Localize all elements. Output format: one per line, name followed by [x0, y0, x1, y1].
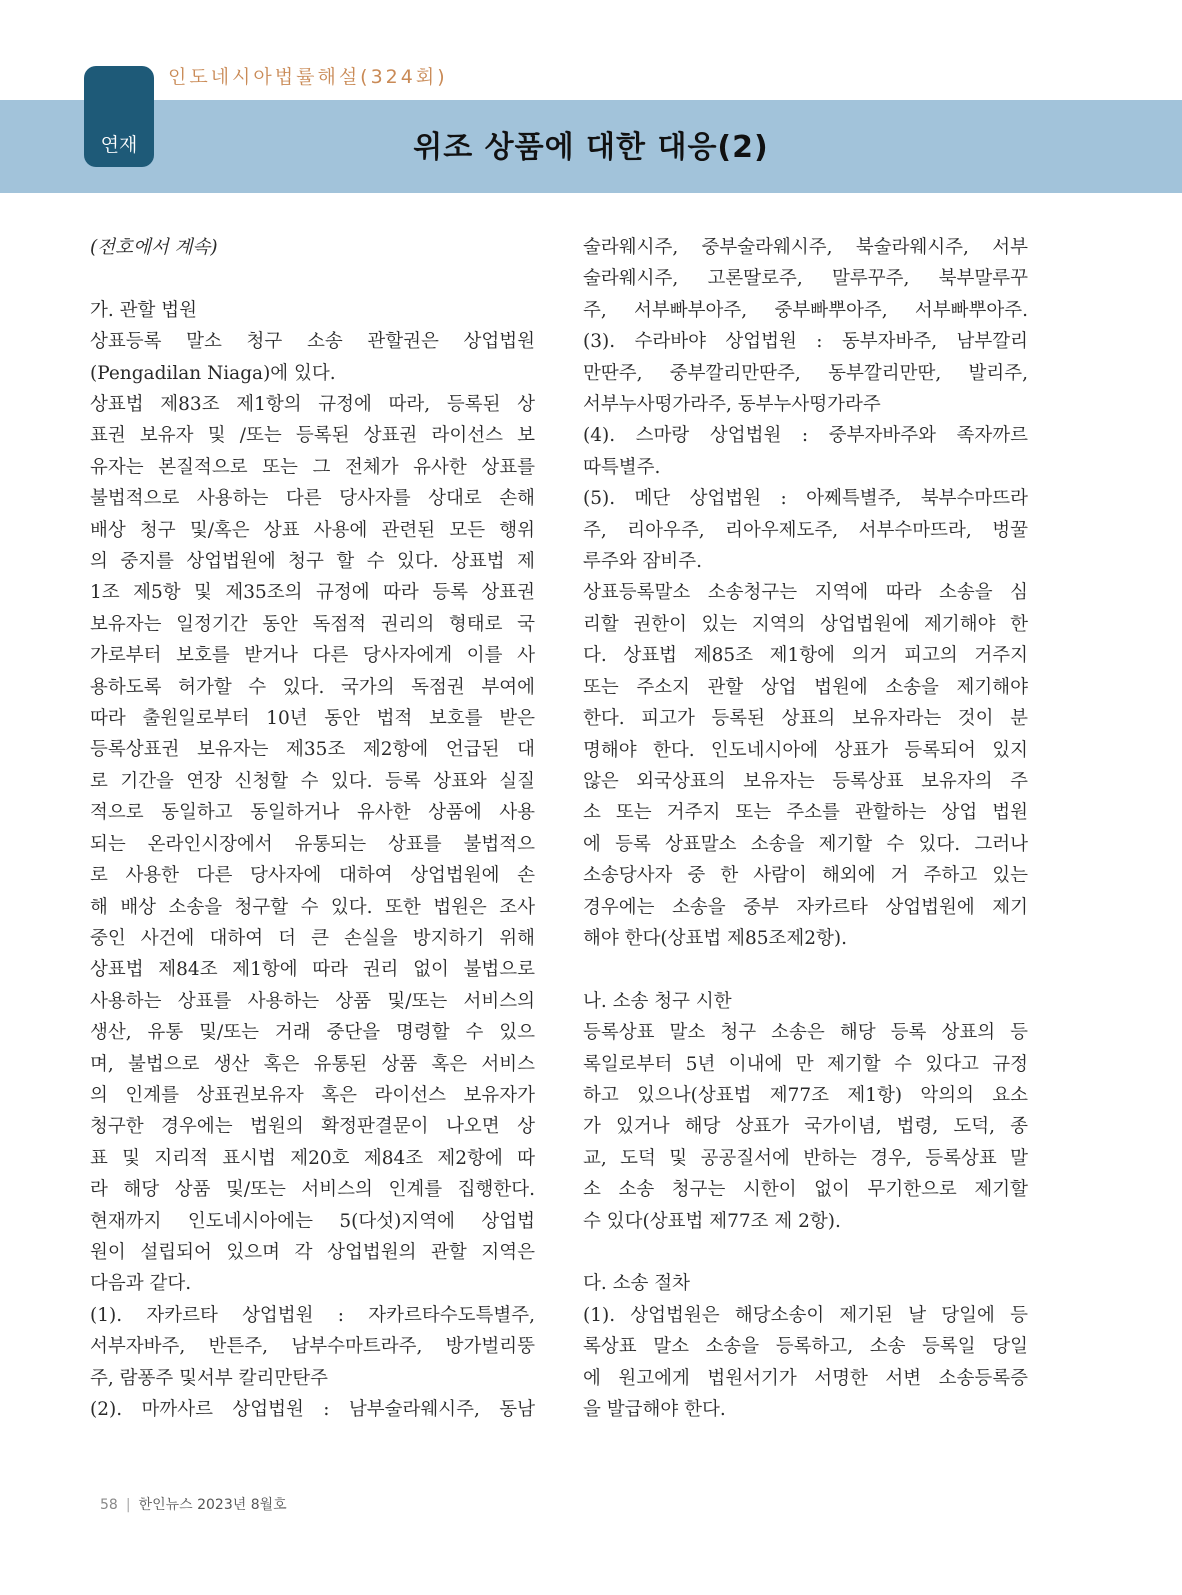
text-line: 소 또는 거주지 또는 주소를 관할하는 상업 법원 [583, 802, 1028, 824]
text-line: 청구한 경우에는 법원의 확정판결문이 나오면 상 [90, 1116, 535, 1138]
text-line: 가 있거나 해당 상표가 국가이념, 법령, 도덕, 종 [583, 1116, 1028, 1138]
text-line: 불법적으로 사용하는 다른 당사자를 상대로 손해 [90, 488, 535, 510]
text-line: 등록상표권 보유자는 제35조 제2항에 언급된 대 [90, 739, 535, 761]
text-line: 에 등록 상표말소 소송을 제기할 수 있다. 그러나 [583, 833, 1028, 855]
article-title: 위조 상품에 대한 대응(2) [413, 130, 769, 165]
text-line: 용하도록 허가할 수 있다. 국가의 독점권 부여에 [90, 676, 535, 698]
page-footer [100, 1494, 287, 1514]
series-tab-label: 연재 [100, 134, 138, 156]
series-title: 인도네시아법률해설(324회) [168, 66, 448, 88]
text-line: 술라웨시주, 중부술라웨시주, 북술라웨시주, 서부 [583, 237, 1028, 258]
text-line: 을 발급해야 한다. [583, 1399, 726, 1420]
text-line: (1). 자카르타 상업법원 : 자카르타수도특별주, [90, 1304, 535, 1326]
text-line: 명해야 한다. 인도네시아에 상표가 등록되어 있지 [583, 739, 1028, 761]
text-line: 주, 람퐁주 및서부 칼리만탄주 [90, 1367, 328, 1389]
text-line: 상표법 제83조 제1항의 규정에 따라, 등록된 상 [90, 394, 535, 416]
text-line: 서부자바주, 반튼주, 남부수마트라주, 방가벌리뚱 [90, 1336, 535, 1358]
text-line: 상표등록말소 소송청구는 지역에 따라 소송을 심 [583, 582, 1028, 604]
text-line: 적으로 동일하고 동일하거나 유사한 상품에 사용 [90, 802, 535, 824]
text-line: 수 있다(상표법 제77조 제 2항). [583, 1210, 841, 1232]
text-line: 보유자는 일정기간 동안 독점적 권리의 형태로 국 [90, 613, 535, 635]
text-line: 사용하는 상표를 사용하는 상품 및/또는 서비스의 [90, 990, 535, 1012]
text-line: 표권 보유자 및 /또는 등록된 상표권 라이선스 보 [90, 425, 535, 447]
text-line: 않은 외국상표의 보유자는 등록상표 보유자의 주 [583, 770, 1028, 792]
text-line: (1). 상업법원은 해당소송이 제기된 날 당일에 등 [583, 1304, 1028, 1326]
text-line: 에 원고에게 법원서기가 서명한 서변 소송등록증 [583, 1367, 1028, 1389]
text-line: 하고 있으나(상표법 제77조 제1항) 악의의 요소 [583, 1084, 1028, 1106]
text-line: 의 인계를 상표권보유자 혹은 라이선스 보유자가 [90, 1084, 535, 1106]
text-line: 해야 한다(상표법 제85조제2항). [583, 927, 847, 949]
footer-separator: | [125, 1497, 131, 1513]
text-line: 상표등록 말소 청구 소송 관할권은 상업법원 [90, 331, 535, 353]
text-line: 되는 온라인시장에서 유통되는 상표를 불법적으 [90, 833, 535, 855]
text-line: (3). 수라바야 상업법원 : 동부자바주, 남부깔리 [583, 331, 1028, 353]
text-line: 리할 권한이 있는 지역의 상업법원에 제기해야 한 [583, 613, 1028, 635]
continued-note: (전호에서 계속) [90, 237, 218, 258]
text-line: 해 배상 소송을 청구할 수 있다. 또한 법원은 조사 [90, 896, 535, 918]
section-heading: 나. 소송 청구 시한 [583, 990, 732, 1012]
text-line: 만딴주, 중부깔리만딴주, 동부깔리만딴, 발리주, [583, 362, 1028, 384]
section-heading: 가. 관할 법원 [90, 299, 197, 321]
text-line: 소송당사자 중 한 사람이 해외에 거 주하고 있는 [583, 865, 1028, 887]
text-line: 등록상표 말소 청구 소송은 해당 등록 상표의 등 [583, 1022, 1028, 1044]
text-line: 다음과 같다. [90, 1273, 192, 1295]
text-line: 가로부터 보호를 받거나 다른 당사자에게 이를 사 [90, 645, 535, 667]
text-line: 1조 제5항 및 제35조의 규정에 따라 등록 상표권 [90, 582, 535, 604]
text-line: 원이 설립되어 있으며 각 상업법원의 관할 지역은 [90, 1241, 535, 1263]
text-line: 따라 출원일로부터 10년 동안 법적 보호를 받은 [90, 708, 535, 730]
page-number: 58 [100, 1497, 118, 1513]
text-line: 교, 도덕 및 공공질서에 반하는 경우, 등록상표 말 [583, 1147, 1028, 1169]
text-line: 루주와 잠비주. [583, 551, 702, 573]
text-line: 서부누사떵가라주, 동부누사떵가라주 [583, 394, 881, 416]
text-line: (Pengadilan Niaga)에 있다. [90, 362, 336, 384]
text-line: 주, 리아우주, 리아우제도주, 서부수마뜨라, 벙꿀 [583, 519, 1028, 541]
text-line: 다. 상표법 제85조 제1항에 의거 피고의 거주지 [583, 645, 1028, 667]
text-line: 소 소송 청구는 시한이 없이 무기한으로 제기할 [583, 1179, 1028, 1201]
publication-name: 한인뉴스 2023년 8월호 [138, 1497, 287, 1513]
text-line: 의 중지를 상업법원에 청구 할 수 있다. 상표법 제 [90, 551, 535, 573]
text-line: 표 및 지리적 표시법 제20호 제84조 제2항에 따 [90, 1147, 535, 1169]
left-column [90, 232, 535, 1425]
text-line: 따특별주. [583, 456, 661, 478]
text-line: 라 해당 상품 및/또는 서비스의 인계를 집행한다. [90, 1179, 535, 1201]
text-line: 술라웨시주, 고론딸로주, 말루꾸주, 북부말루꾸 [583, 268, 1028, 290]
text-line: 상표법 제84조 제1항에 따라 권리 없이 불법으로 [90, 959, 535, 981]
text-line: 록상표 말소 소송을 등록하고, 소송 등록일 당일 [583, 1336, 1028, 1358]
text-line: 록일로부터 5년 이내에 만 제기할 수 있다고 규정 [583, 1053, 1028, 1075]
text-line: 중인 사건에 대하여 더 큰 손실을 방지하기 위해 [90, 927, 535, 949]
text-line: 주, 서부빠부아주, 중부빠뿌아주, 서부빠뿌아주. [583, 299, 1028, 321]
text-line: 로 사용한 다른 당사자에 대하여 상업법원에 손 [90, 865, 535, 887]
text-line: 한다. 피고가 등록된 상표의 보유자라는 것이 분 [583, 708, 1028, 730]
text-line: 며, 불법으로 생산 혹은 유통된 상품 혹은 서비스 [90, 1053, 535, 1075]
section-heading: 다. 소송 절차 [583, 1273, 690, 1295]
text-line: 현재까지 인도네시아에는 5(다섯)지역에 상업법 [90, 1210, 535, 1232]
text-line: (4). 스마랑 상업법원 : 중부자바주와 족자까르 [583, 425, 1028, 447]
text-line: 유자는 본질적으로 또는 그 전체가 유사한 상표를 [90, 456, 535, 478]
text-line: (5). 메단 상업법원 : 아쩨특별주, 북부수마뜨라 [583, 488, 1028, 510]
text-line: 또는 주소지 관할 상업 법원에 소송을 제기해야 [583, 676, 1028, 698]
text-line: 배상 청구 및/혹은 상표 사용에 관련된 모든 행위 [90, 519, 535, 541]
right-column [583, 232, 1028, 1425]
text-line: 로 기간을 연장 신청할 수 있다. 등록 상표와 실질 [90, 770, 535, 792]
text-line: 생산, 유통 및/또는 거래 중단을 명령할 수 있으 [90, 1022, 535, 1044]
text-line: 경우에는 소송을 중부 자카르타 상업법원에 제기 [583, 896, 1028, 918]
text-line: (2). 마까사르 상업법원 : 남부술라웨시주, 동남 [90, 1399, 535, 1421]
